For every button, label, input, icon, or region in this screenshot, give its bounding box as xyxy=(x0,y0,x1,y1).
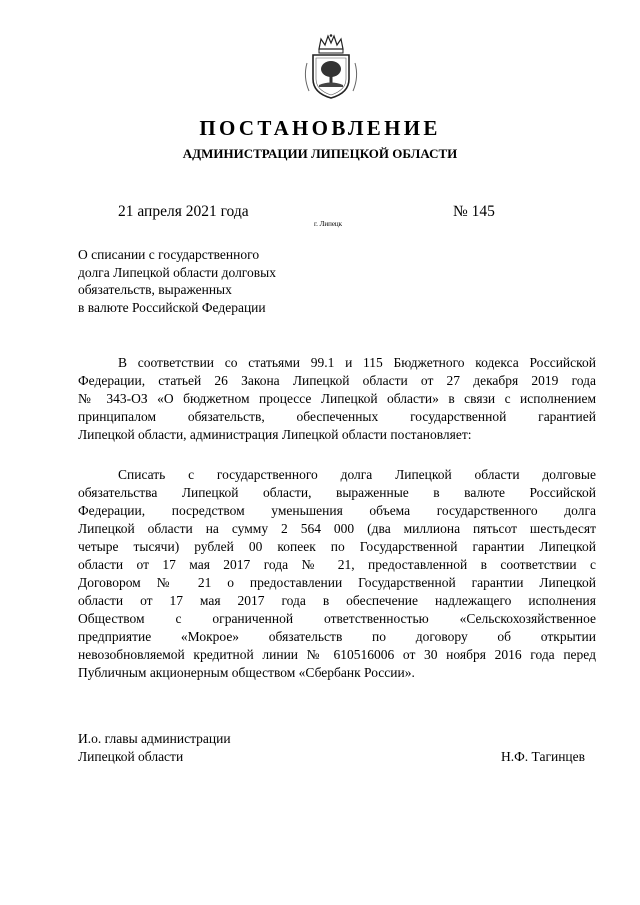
preamble-paragraph xyxy=(78,354,596,444)
paragraph-line: обязательства Липецкой области, выраженные в валюте Российской xyxy=(78,485,596,500)
document-date: 21 апреля 2021 года xyxy=(118,203,249,220)
paragraph-line: Федерации, статьей 26 Закона Липецкой области от 27 декабря 2019 года xyxy=(78,373,596,388)
paragraph-line: области от 17 мая 2017 года в обеспечение надлежащего исполнения xyxy=(78,593,596,608)
paragraph-line: № 343-ОЗ «О бюджетном процессе Липецкой области» в связи с исполнением xyxy=(78,391,596,406)
document-title: ПОСТАНОВЛЕНИЕ xyxy=(199,116,441,140)
signatory-position-line: И.о. главы администрации xyxy=(78,731,231,746)
paragraph-line: Договором № 21 о предоставлении Государственной гарантии Липецкой xyxy=(78,575,596,590)
subject-line: обязательств, выраженных xyxy=(78,282,232,297)
paragraph-line: Федерации, посредством уменьшения объема государственного долга xyxy=(78,503,596,518)
signatory-position xyxy=(78,730,231,766)
paragraph-line: четыре тысячи) рублей 00 копеек по Государственной гарантии Липецкой xyxy=(78,539,596,554)
subject-line: в валюте Российской Федерации xyxy=(78,299,266,315)
paragraph-line: Обществом с ограниченной ответственностью «Сельскохозяйственное xyxy=(78,611,596,626)
paragraph-line: принципалом обязательств, обеспеченных государственной гарантией xyxy=(78,409,596,424)
paragraph-line: Списать с государственного долга Липецкой области долговые xyxy=(118,467,596,482)
paragraph-line: предприятие «Мокрое» обязательств по договору об открытии xyxy=(78,629,596,644)
issuing-authority: АДМИНИСТРАЦИИ ЛИПЕЦКОЙ ОБЛАСТИ xyxy=(182,146,458,161)
paragraph-line: Липецкой области, администрация Липецкой области постановляет: xyxy=(78,427,472,442)
subject-line: О списании с государственного xyxy=(78,247,260,262)
paragraph-line: области от 17 мая 2017 года № 21, предоставленной в соответствии с xyxy=(78,557,596,572)
subject-line: долга Липецкой области долговых xyxy=(78,264,276,280)
decision-paragraph xyxy=(78,466,596,682)
paragraph-line: Публичным акционерным обществом «Сбербанк России». xyxy=(78,665,415,680)
paragraph-line: В соответствии со статьями 99.1 и 115 Бюджетного кодекса Российской xyxy=(118,355,596,370)
paragraph-line: Липецкой области на сумму 2 564 000 (два миллиона пятьсот шестьдесят xyxy=(78,521,596,536)
document-number: № 145 xyxy=(453,203,495,220)
signatory-position-line: Липецкой области xyxy=(78,749,184,764)
paragraph-line: невозобновляемой кредитной линии № 610516006 от 30 ноября 2016 года перед xyxy=(78,647,596,662)
signatory-name: Н.Ф. Тагинцев xyxy=(501,749,586,764)
document-city: г. Липецк xyxy=(314,220,343,228)
coat-of-arms-icon xyxy=(301,33,361,101)
document-subject xyxy=(78,246,338,316)
